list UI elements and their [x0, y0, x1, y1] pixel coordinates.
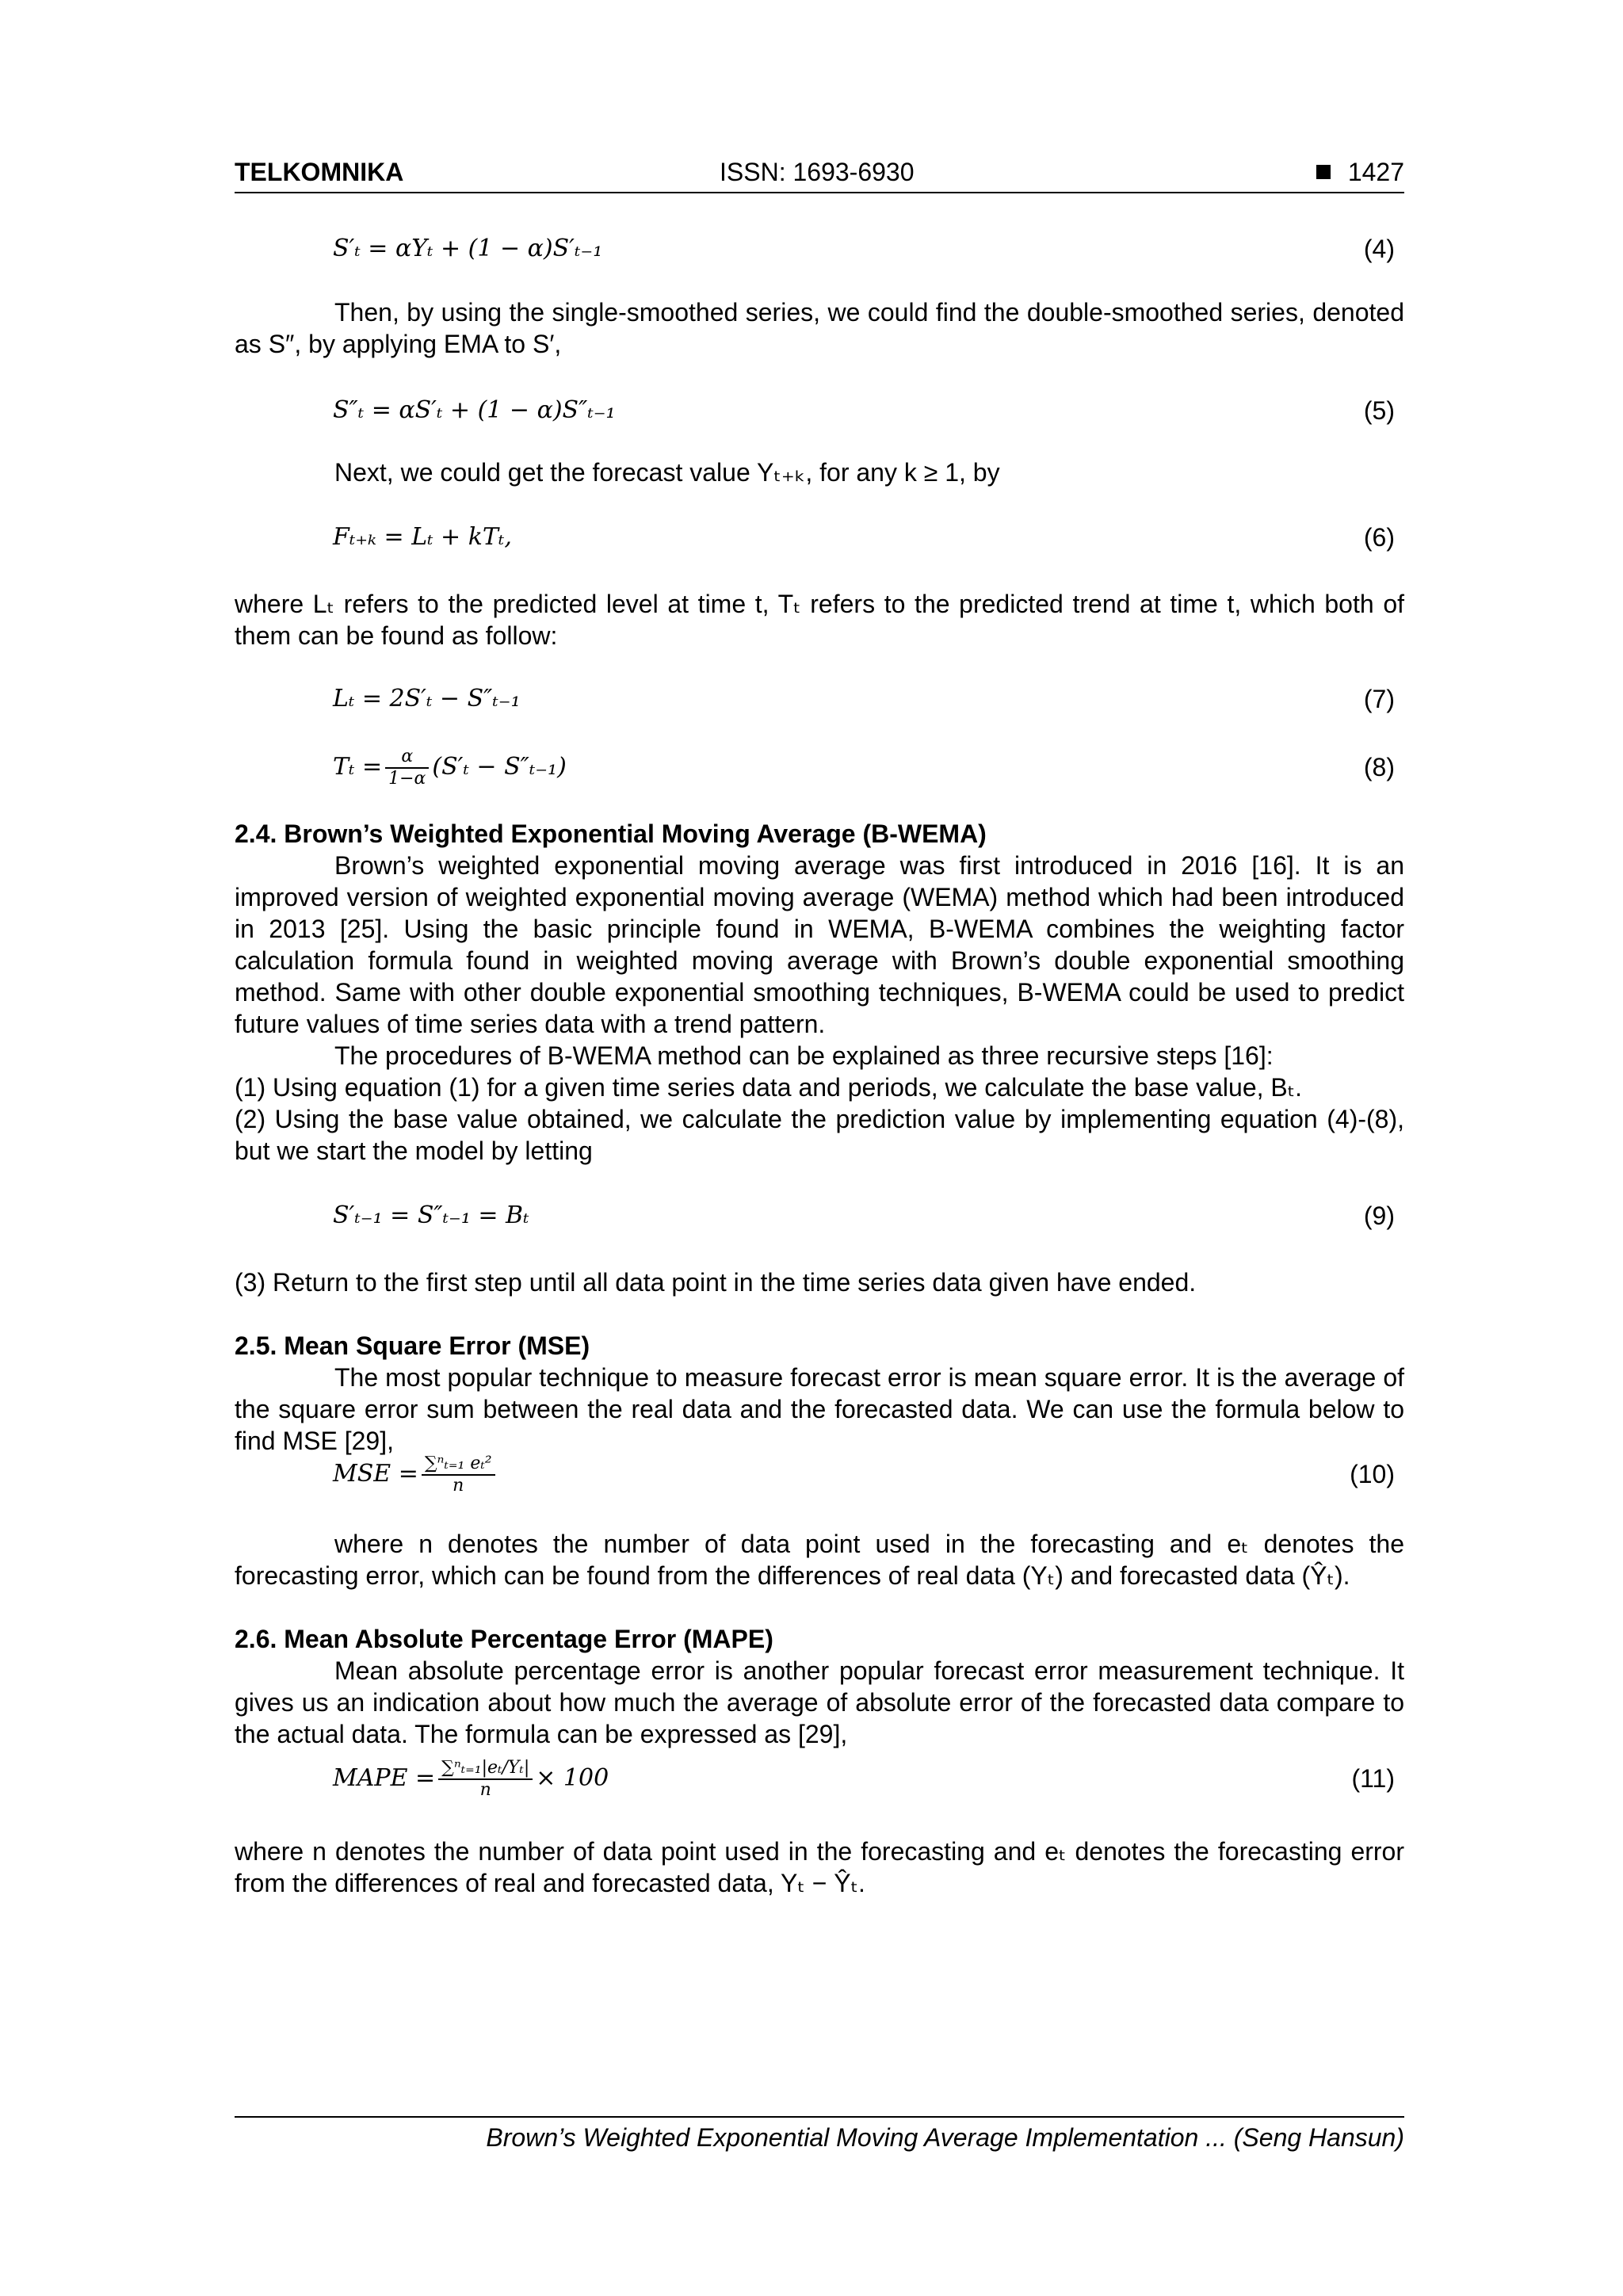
- page-number: 1427: [1347, 158, 1404, 186]
- equation-10-lhs: MSE =: [333, 1460, 418, 1488]
- section-2-5-paragraph-1: The most popular technique to measure forecast error is mean square error. It is the average of the square error sum between the real data and the forecasted data. We can use the formula below to find MSE [29],: [235, 1363, 1404, 1455]
- page-footer: [235, 2116, 1404, 2157]
- equation-10-number: (10): [1350, 1460, 1395, 1488]
- running-title: Brown’s Weighted Exponential Moving Average Implementation ... (Seng Hansun): [486, 2123, 1404, 2152]
- equation-5-formula: S″ₜ = αS′ₜ + (1 − α)S″ₜ₋₁: [333, 396, 616, 424]
- equation-6-number: (6): [1363, 523, 1395, 552]
- equation-6: [235, 514, 1395, 561]
- procedure-step-1: (1) Using equation (1) for a given time series data and periods, we calculate the base value, Bₜ.: [235, 1073, 1303, 1102]
- equation-8-numerator: α: [385, 747, 429, 769]
- equation-4-number: (4): [1363, 235, 1395, 263]
- section-2-5-paragraph-2: where n denotes the number of data point used in the forecasting and eₜ denotes the forecasting error, which can be found from the differences of real data (Yₜ) and forecasted data (Ŷₜ).: [235, 1530, 1404, 1590]
- equation-6-formula: Fₜ₊ₖ = Lₜ + kTₜ,: [333, 523, 512, 551]
- equation-10-numerator: ∑ⁿₜ₌₁ eₜ²: [422, 1454, 495, 1476]
- equation-11-number: (11): [1351, 1764, 1395, 1793]
- equation-9-formula: S′ₜ₋₁ = S″ₜ₋₁ = Bₜ: [333, 1201, 529, 1229]
- equation-11-rhs: × 100: [536, 1764, 609, 1792]
- procedure-step-2: (2) Using the base value obtained, we calculate the prediction value by implementing equation (4)-(8), but we start the model by letting: [235, 1105, 1404, 1165]
- equation-11-numerator: ∑ⁿₜ₌₁|eₜ/Yₜ|: [438, 1758, 533, 1780]
- page-number-block: [1316, 152, 1404, 192]
- square-bullet-icon: [1316, 165, 1331, 179]
- section-2-6-paragraph-2: where n denotes the number of data point used in the forecasting and eₜ denotes the forecasting error from the differences of real and forecasted data, Yₜ − Ŷₜ.: [235, 1837, 1404, 1897]
- equation-7-formula: Lₜ = 2S′ₜ − S″ₜ₋₁: [333, 685, 521, 712]
- issn: ISSN: 1693-6930: [720, 158, 915, 186]
- equation-7: [235, 675, 1395, 723]
- equation-9: [235, 1192, 1395, 1240]
- equation-10-denominator: n: [453, 1476, 464, 1496]
- equation-8-denominator: 1−α: [388, 769, 426, 789]
- equation-11: [235, 1755, 1395, 1802]
- procedure-step-3: (3) Return to the first step until all data point in the time series data given have ended.: [235, 1268, 1197, 1297]
- equation-10-fraction: [422, 1454, 495, 1496]
- section-2-4-paragraph-1: Brown’s weighted exponential moving average was first introduced in 2016 [16]. It is an improved version of weighted exponential moving average (WEMA) method which had been introduced in 2013 [25]. Using the basic principle found in WEMA, B-WEMA combines the weighting factor calculation formula found in weighted moving average with Brown’s double exponential smoothing method. Same with other double exponential smoothing techniques, B-WEMA could be used to predict future values of time series data with a trend pattern.: [235, 851, 1404, 1038]
- equation-8-formula: [333, 743, 567, 791]
- equation-8-fraction: [385, 747, 429, 789]
- section-2-5-heading: 2.5. Mean Square Error (MSE): [235, 1331, 590, 1360]
- equation-5: [235, 387, 1395, 434]
- paper-page: [235, 152, 1404, 2213]
- section-2-6-heading: 2.6. Mean Absolute Percentage Error (MAPE): [235, 1625, 773, 1653]
- page-header: [235, 152, 1404, 193]
- equation-11-lhs: MAPE =: [333, 1764, 436, 1792]
- section-2-6-paragraph-1: Mean absolute percentage error is another popular forecast error measurement technique. It gives us an indication about how much the average of absolute error of the forecasted data compare to the actual data. The formula can be expressed as [29],: [235, 1656, 1404, 1748]
- paragraph-level-trend: where Lₜ refers to the predicted level at time t, Tₜ refers to the predicted trend at time t, which both of them can be found as follow:: [235, 590, 1404, 650]
- paragraph-forecast-value: Next, we could get the forecast value Yₜ₊ₖ, for any k ≥ 1, by: [334, 458, 1000, 487]
- equation-10: [235, 1450, 1395, 1498]
- equation-8-rhs: (S′ₜ − S″ₜ₋₁): [432, 753, 567, 781]
- equation-5-number: (5): [1363, 396, 1395, 425]
- equation-10-formula: [333, 1450, 498, 1498]
- equation-8-number: (8): [1363, 753, 1395, 781]
- equation-9-number: (9): [1363, 1201, 1395, 1230]
- equation-8: [235, 743, 1395, 791]
- equation-11-formula: [333, 1755, 609, 1802]
- equation-11-denominator: n: [479, 1780, 491, 1800]
- section-2-4-paragraph-2: The procedures of B-WEMA method can be explained as three recursive steps [16]:: [334, 1041, 1274, 1070]
- journal-name: TELKOMNIKA: [235, 158, 404, 186]
- equation-8-lhs: Tₜ =: [333, 753, 383, 781]
- equation-4-formula: S′ₜ = αYₜ + (1 − α)S′ₜ₋₁: [333, 235, 603, 262]
- equation-7-number: (7): [1363, 685, 1395, 713]
- paragraph-double-smoothed: Then, by using the single-smoothed series, we could find the double-smoothed series, denoted as S″, by applying EMA to S′,: [235, 298, 1404, 358]
- equation-4: [235, 225, 1395, 273]
- equation-11-fraction: [438, 1758, 533, 1801]
- section-2-4-heading: 2.4. Brown’s Weighted Exponential Moving Average (B-WEMA): [235, 819, 987, 848]
